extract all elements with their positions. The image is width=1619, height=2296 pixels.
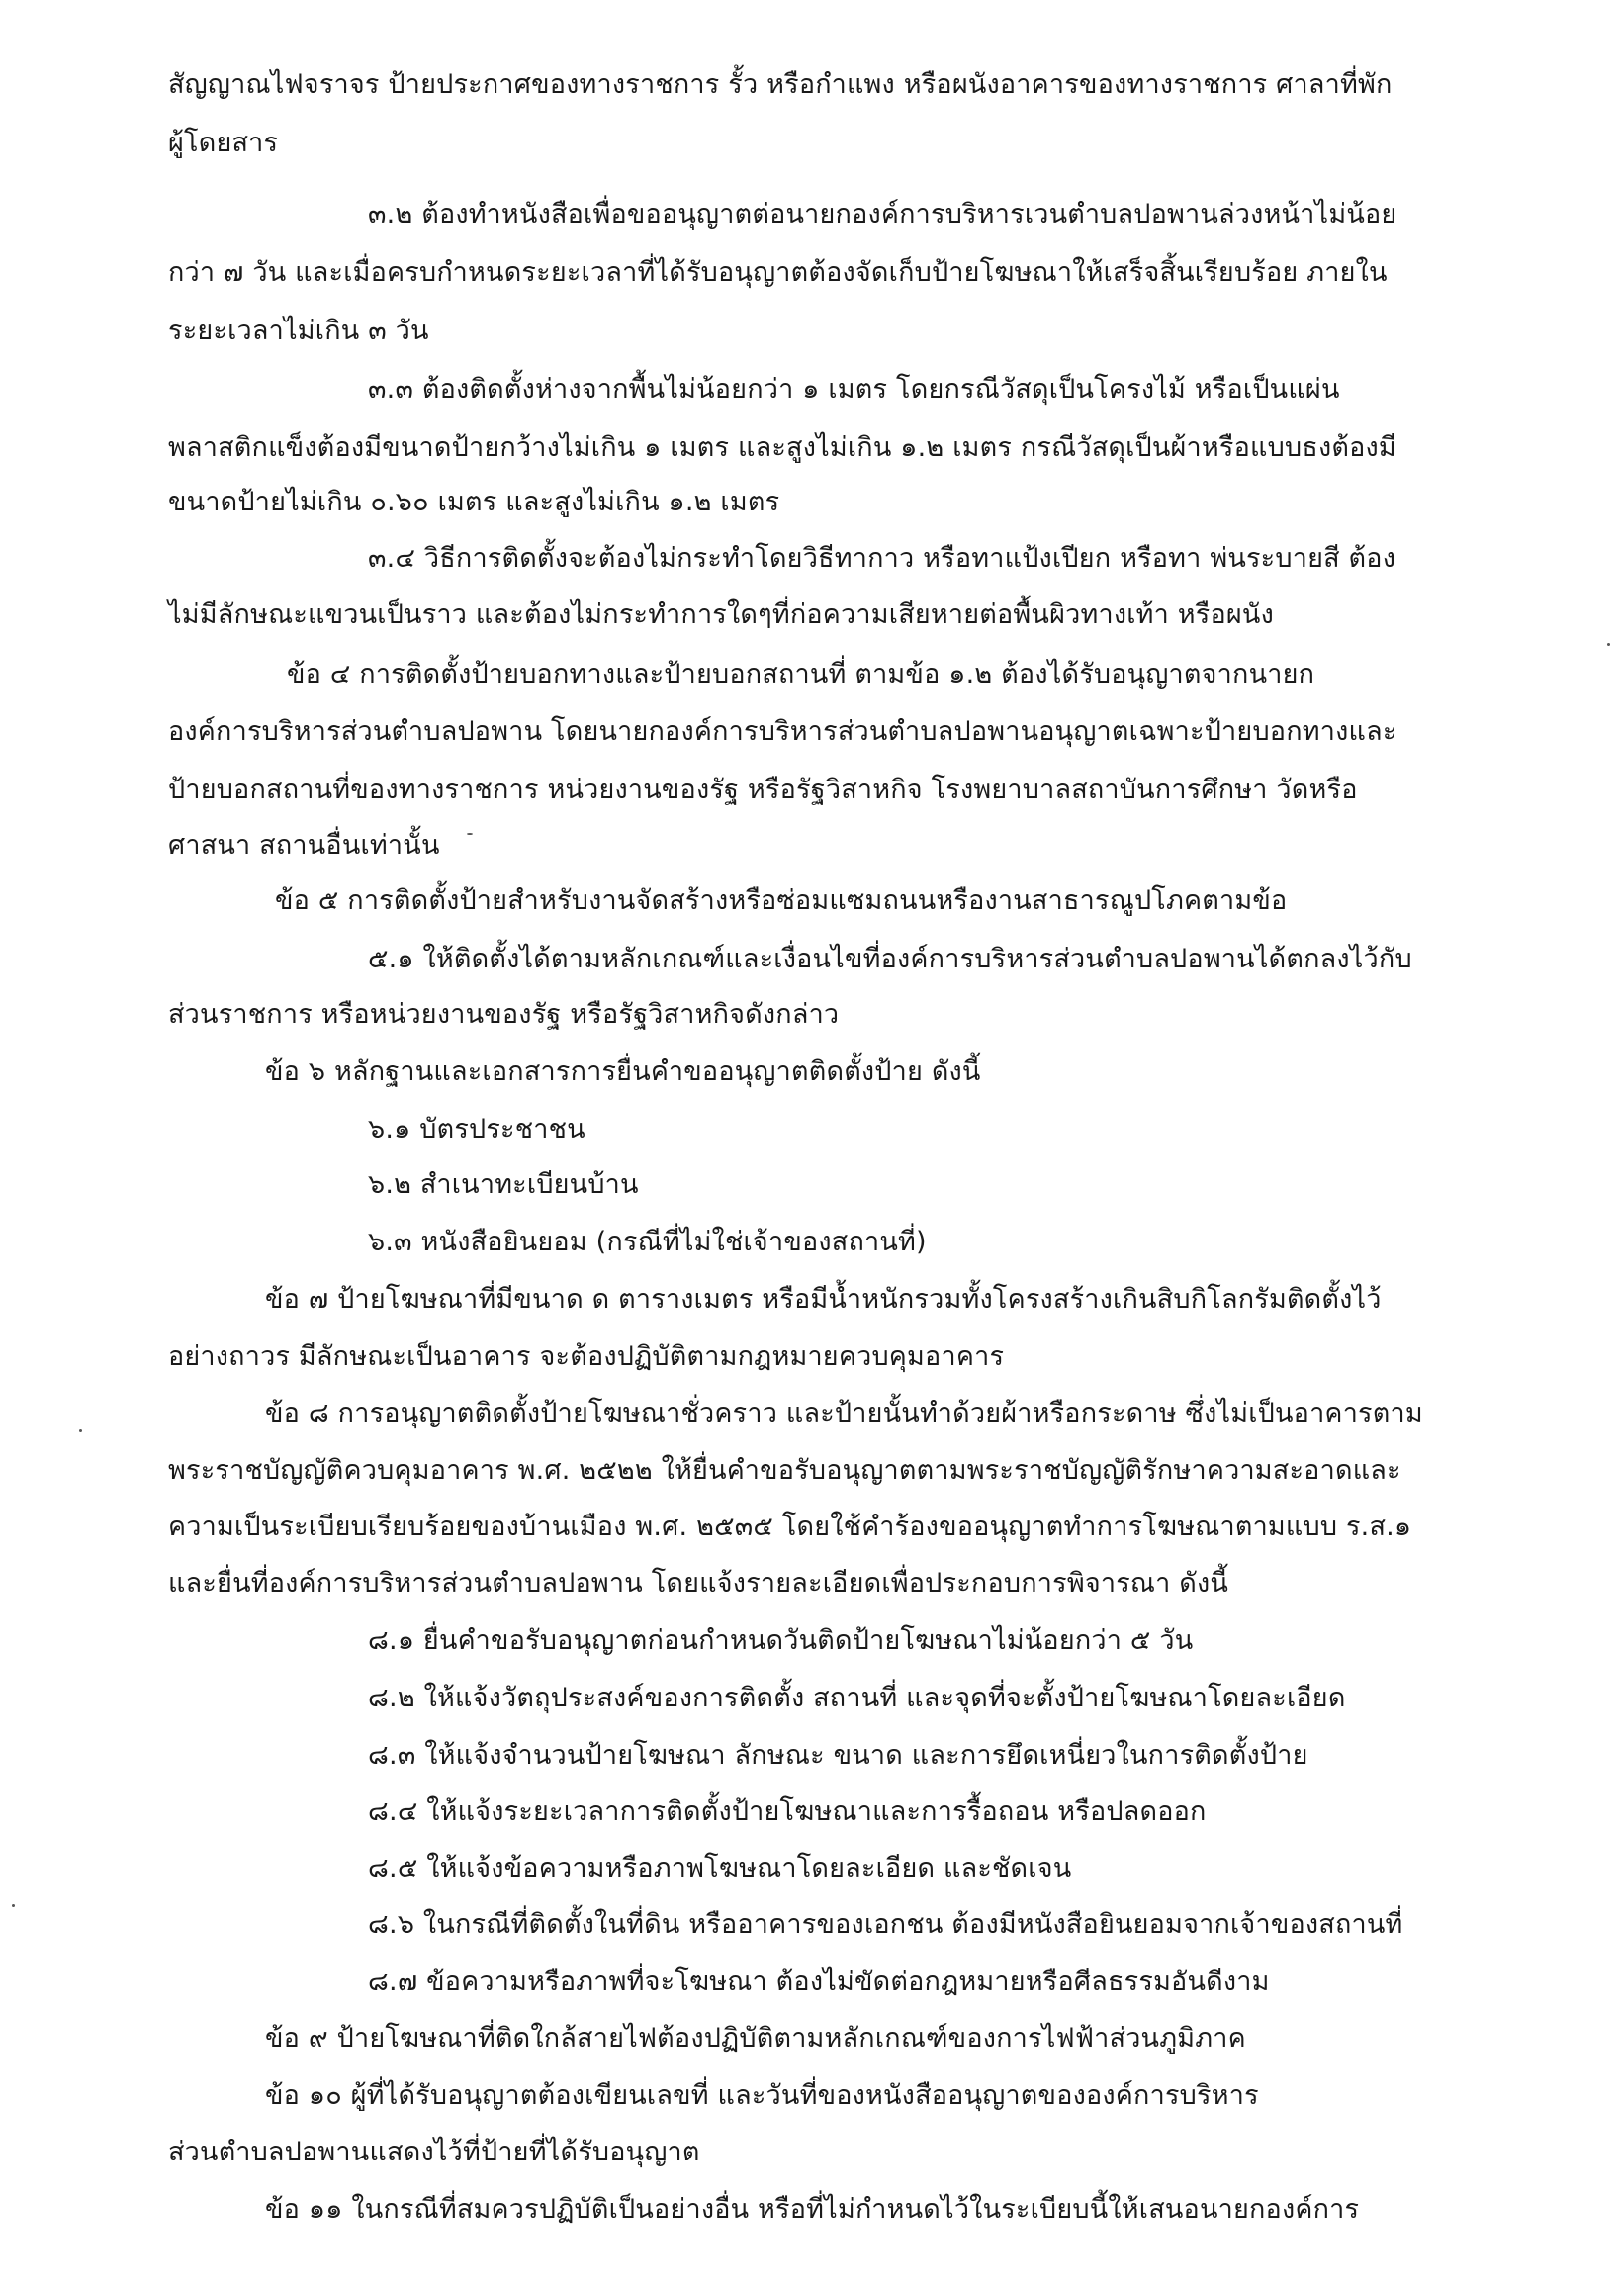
text-line: ความเป็นระเบียบเรียบร้อยของบ้านเมือง พ.ศ. ๒๕๓๕ โดยใช้คำร้องขออนุญาตทำการโฆษณาตามแบบ ร.ส.๑ bbox=[168, 1512, 1412, 1542]
text-line: ๓.๓ ต้องติดตั้งห่างจากพื้นไม่น้อยกว่า ๑ เมตร โดยกรณีวัสดุเป็นโครงไม้ หรือเป็นแผ่น bbox=[368, 374, 1340, 405]
text-line: ๘.๔ ให้แจ้งระยะเวลาการติดตั้งป้ายโฆษณาและการรื้อถอน หรือปลดออก bbox=[368, 1796, 1207, 1827]
text-line: ส่วนตำบลปอพานแสดงไว้ที่ป้ายที่ได้รับอนุญาต bbox=[168, 2137, 700, 2167]
text-line: ข้อ ๗ ป้ายโฆษณาที่มีขนาด ด ตารางเมตร หรือมีน้ำหนักรวมทั้งโครงสร้างเกินสิบกิโลกรัมติดตั้งไว้ bbox=[265, 1284, 1382, 1315]
text-line: ๘.๒ ให้แจ้งวัตถุประสงค์ของการติดตั้ง สถานที่ และจุดที่จะตั้งป้ายโฆษณาโดยละเอียด bbox=[368, 1683, 1346, 1713]
text-line: ข้อ ๔ การติดตั้งป้ายบอกทางและป้ายบอกสถานที่ ตามข้อ ๑.๒ ต้องได้รับอนุญาตจากนายก bbox=[287, 659, 1315, 689]
text-line: ข้อ ๖ หลักฐานและเอกสารการยื่นคำขออนุญาตติดตั้งป้าย ดังนี้ bbox=[265, 1056, 981, 1087]
text-line: พลาสติกแข็งต้องมีขนาดป้ายกว้างไม่เกิน ๑ เมตร และสูงไม่เกิน ๑.๒ เมตร กรณีวัสดุเป็นผ้าหรือแบบธงต้องมี bbox=[168, 432, 1396, 463]
scan-speck bbox=[79, 1429, 82, 1432]
text-line: ๖.๓ หนังสือยินยอม (กรณีที่ไม่ใช่เจ้าของสถานที่) bbox=[368, 1227, 927, 1257]
text-line: สัญญาณไฟจราจร ป้ายประกาศของทางราชการ รั้ว หรือกำแพง หรือผนังอาคารของทางราชการ ศาลาที่พัก bbox=[168, 69, 1393, 100]
text-line: ศาสนา สถานอื่นเท่านั้น bbox=[168, 830, 440, 861]
text-line: ๖.๒ สำเนาทะเบียนบ้าน bbox=[368, 1169, 639, 1200]
text-line: ผู้โดยสาร bbox=[168, 128, 279, 158]
text-line: ข้อ ๕ การติดตั้งป้ายสำหรับงานจัดสร้างหรือซ่อมแซมถนนหรืองานสาธารณูปโภคตามข้อ bbox=[275, 885, 1288, 916]
text-line: และยื่นที่องค์การบริหารส่วนตำบลปอพาน โดยแจ้งรายละเอียดเพื่อประกอบการพิจารณา ดังนี้ bbox=[168, 1568, 1229, 1599]
text-line: ๖.๑ บัตรประชาชน bbox=[368, 1114, 585, 1145]
scan-speck bbox=[12, 1904, 15, 1907]
text-line: ขนาดป้ายไม่เกิน ๐.๖๐ เมตร และสูงไม่เกิน ๑.๒ เมตร bbox=[168, 487, 780, 517]
text-line: อย่างถาวร มีลักษณะเป็นอาคาร จะต้องปฏิบัติตามกฎหมายควบคุมอาคาร bbox=[168, 1341, 1005, 1372]
text-line: ๘.๑ ยื่นคำขอรับอนุญาตก่อนกำหนดวันติดป้ายโฆษณาไม่น้อยกว่า ๕ วัน bbox=[368, 1625, 1194, 1656]
text-line: ไม่มีลักษณะแขวนเป็นราว และต้องไม่กระทำการใดๆที่ก่อความเสียหายต่อพื้นผิวทางเท้า หรือผนัง bbox=[168, 599, 1274, 630]
text-line: ระยะเวลาไม่เกิน ๓ วัน bbox=[168, 316, 429, 346]
text-line: ๓.๒ ต้องทำหนังสือเพื่อขออนุญาตต่อนายกองค์การบริหารเวนตำบลปอพานล่วงหน้าไม่น้อย bbox=[368, 199, 1397, 230]
text-line: ข้อ ๙ ป้ายโฆษณาที่ติดใกล้สายไฟต้องปฏิบัติตามหลักเกณฑ์ของการไฟฟ้าส่วนภูมิภาค bbox=[265, 2023, 1246, 2054]
text-line: ๘.๕ ให้แจ้งข้อความหรือภาพโฆษณาโดยละเอียด และชัดเจน bbox=[368, 1853, 1072, 1883]
text-line: ส่วนราชการ หรือหน่วยงานของรัฐ หรือรัฐวิสาหกิจดังกล่าว bbox=[168, 999, 840, 1030]
scan-speck bbox=[467, 833, 473, 835]
scan-speck bbox=[1607, 643, 1610, 646]
text-line: กว่า ๗ วัน และเมื่อครบกำหนดระยะเวลาที่ได้รับอนุญาตต้องจัดเก็บป้ายโฆษณาให้เสร็จสิ้นเรียบร้อย ภายใน bbox=[168, 257, 1388, 288]
text-line: พระราชบัญญัติควบคุมอาคาร พ.ศ. ๒๕๒๒ ให้ยื่นคำขอรับอนุญาตตามพระราชบัญญัติรักษาความสะอาดและ bbox=[168, 1455, 1401, 1486]
text-line: ข้อ ๑๐ ผู้ที่ได้รับอนุญาตต้องเขียนเลขที่ และวันที่ของหนังสืออนุญาตขององค์การบริหาร bbox=[265, 2080, 1259, 2111]
text-line: ข้อ ๑๑ ในกรณีที่สมควรปฏิบัติเป็นอย่างอื่น หรือที่ไม่กำหนดไว้ในระเบียบนี้ให้เสนอนายกองค์การ bbox=[265, 2194, 1360, 2225]
text-line: องค์การบริหารส่วนตำบลปอพาน โดยนายกองค์การบริหารส่วนตำบลปอพานอนุญาตเฉพาะป้ายบอกทางและ bbox=[168, 716, 1397, 747]
text-line: ๓.๔ วิธีการติดตั้งจะต้องไม่กระทำโดยวิธีทากาว หรือทาแป้งเปียก หรือทา พ่นระบายสี ต้อง bbox=[368, 543, 1396, 574]
text-line: ๘.๖ ในกรณีที่ติดตั้งในที่ดิน หรืออาคารของเอกชน ต้องมีหนังสือยินยอมจากเจ้าของสถานที่ bbox=[368, 1909, 1403, 1940]
text-line: ป้ายบอกสถานที่ของทางราชการ หน่วยงานของรัฐ หรือรัฐวิสาหกิจ โรงพยาบาลสถาบันการศึกษา วัดหรือ bbox=[168, 775, 1358, 805]
text-line: ๘.๓ ให้แจ้งจำนวนป้ายโฆษณา ลักษณะ ขนาด และการยึดเหนี่ยวในการติดตั้งป้าย bbox=[368, 1740, 1308, 1771]
text-line: ๕.๑ ให้ติดตั้งได้ตามหลักเกณฑ์และเงื่อนไขที่องค์การบริหารส่วนตำบลปอพานได้ตกลงไว้กับ bbox=[368, 944, 1412, 974]
text-line: ๘.๗ ข้อความหรือภาพที่จะโฆษณา ต้องไม่ขัดต่อกฎหมายหรือศีลธรรมอันดีงาม bbox=[368, 1967, 1270, 1997]
text-line: ข้อ ๘ การอนุญาตติดตั้งป้ายโฆษณาชั่วคราว และป้ายนั้นทำด้วยผ้าหรือกระดาษ ซึ่งไม่เป็นอาคารตาม bbox=[265, 1398, 1423, 1428]
